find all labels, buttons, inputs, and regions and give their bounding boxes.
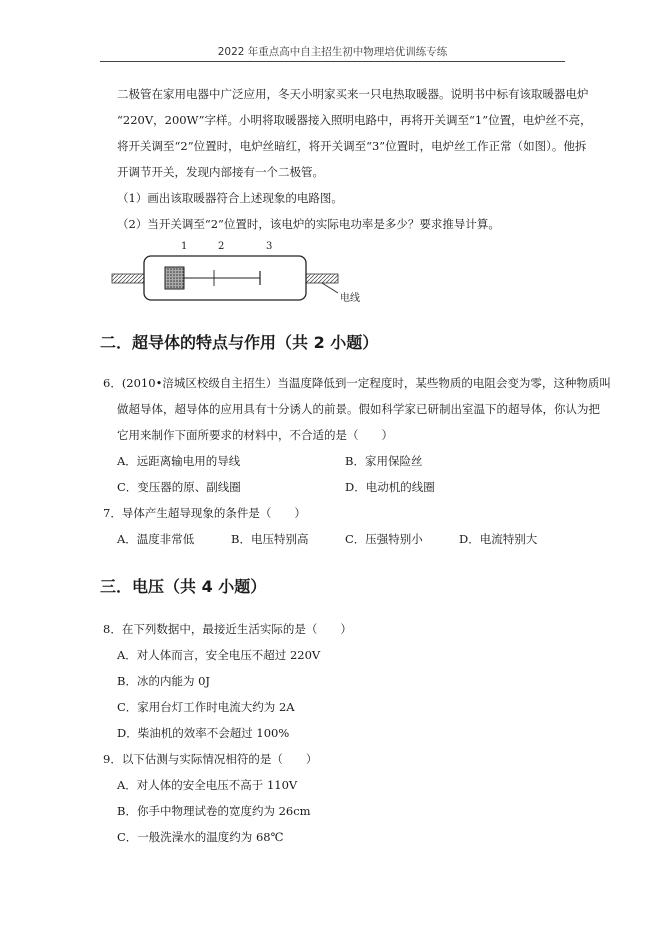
q8-option-c: C．家用台灯工作时电流大约为 2A	[117, 700, 295, 714]
q5-line-1: 二极管在家用电器中广泛应用，冬天小明家买来一只电热取暖器。说明书中标有该取暖器电炉	[117, 87, 589, 101]
q5-line-4: 开调节开关，发现内部接有一个二极管。	[117, 165, 324, 179]
q9-stem: 9．以下估测与实际情况相符的是（ ）	[103, 752, 318, 766]
q6-option-b: B．家用保险丝	[345, 454, 423, 468]
q7-option-c: C．压强特别小	[345, 532, 423, 546]
q9-option-a: A．对人体的安全电压不高于 110V	[117, 778, 298, 792]
position-label-3: 3	[266, 241, 273, 252]
section-3-title: 三．电压（共 4 小题）	[100, 577, 267, 596]
q6-option-d: D．电动机的线圈	[345, 480, 435, 494]
left-wire	[112, 274, 144, 283]
q5-line-3: 将开关调至“2”位置时，电炉丝暗红，将开关调至“3”位置时，电炉丝工作正常（如图）。他拆	[117, 139, 587, 153]
q6-option-c: C．变压器的原、副线圈	[117, 480, 241, 494]
q6-option-a: A．远距离输电用的导线	[117, 454, 241, 468]
heater-switch-figure	[110, 235, 380, 319]
wire-leader-line	[322, 283, 338, 293]
position-label-2: 2	[218, 241, 225, 252]
q7-option-b: B．电压特别高	[231, 532, 309, 546]
q7-option-d: D．电流特别大	[459, 532, 538, 546]
q5-subquestion-2: （2）当开关调至“2”位置时，该电炉的实际电功率是多少？要求推导计算。	[117, 217, 500, 231]
switch-diagram-svg	[110, 235, 380, 315]
q6-line-2: 做超导体，超导体的应用具有十分诱人的前景。假如科学家已研制出室温下的超导体，你认为把	[117, 402, 600, 416]
q9-option-c: C．一般洗澡水的温度约为 68℃	[117, 830, 284, 844]
switch-knob	[165, 267, 184, 289]
q8-option-d: D．柴油机的效率不会超过 100%	[117, 726, 290, 740]
q6-line-3: 它用来制作下面所要求的材料中，不合适的是（ ）	[117, 428, 393, 442]
q9-option-b: B．你手中物理试卷的宽度约为 26cm	[117, 804, 311, 818]
q8-option-b: B．冰的内能为 0J	[117, 674, 211, 688]
q5-subquestion-1: （1）画出该取暖器符合上述现象的电路图。	[117, 191, 343, 205]
wire-label: 电线	[340, 293, 360, 304]
q8-stem: 8．在下列数据中，最接近生活实际的是（ ）	[103, 622, 352, 636]
position-label-1: 1	[181, 241, 188, 252]
section-2-title: 二．超导体的特点与作用（共 2 小题）	[100, 333, 379, 352]
q8-option-a: A．对人体而言，安全电压不超过 220V	[117, 648, 321, 662]
q7-stem: 7．导体产生超导现象的条件是（ ）	[103, 506, 306, 520]
right-wire	[306, 274, 338, 283]
q6-line-1: 6．(2010•涪城区校级自主招生）当温度降低到一定程度时，某些物质的电阻会变为零，这种物质叫	[103, 376, 611, 390]
header-divider	[100, 61, 565, 62]
q5-line-2: “220V，200W”字样。小明将取暖器接入照明电路中，再将开关调至“1”位置，电炉丝不亮，	[117, 113, 592, 127]
page-header: 2022 年重点高中自主招生初中物理培优训练专练	[217, 46, 448, 58]
q7-option-a: A．温度非常低	[117, 532, 195, 546]
